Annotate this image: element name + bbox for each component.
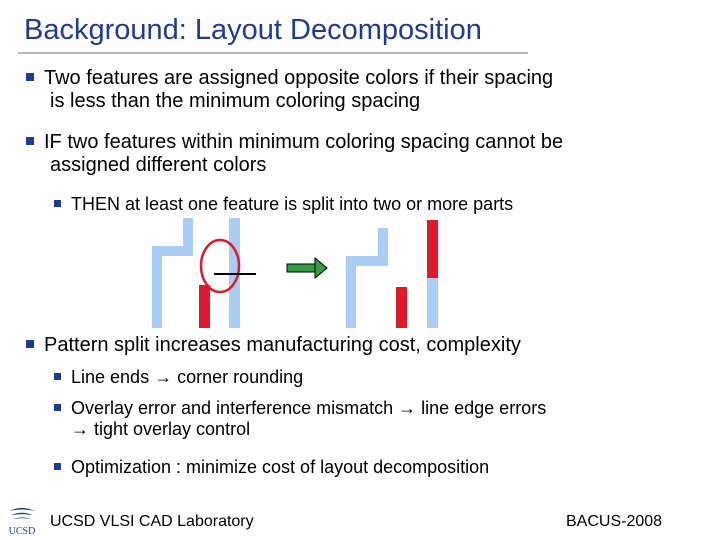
red-split-part: [427, 220, 438, 278]
blue-feature-vertical: [152, 246, 162, 328]
blue-split-part: [427, 278, 438, 328]
bullet-square-icon: [54, 373, 61, 380]
sub-bullet-3-3: [54, 457, 489, 478]
blue-feature-stub: [378, 228, 388, 266]
original-layout: [152, 218, 256, 328]
bullet-1-line-2: is less than the minimum coloring spacing: [50, 90, 421, 112]
blue-feature-vertical: [346, 256, 356, 328]
red-feature: [199, 285, 210, 328]
transform-arrow-icon: [287, 258, 327, 278]
decomposed-layout: [346, 220, 438, 328]
bullet-square-icon: [54, 463, 61, 470]
sub-bullet-3-1-text: Line ends → corner rounding: [71, 367, 304, 387]
bullet-square-icon: [26, 340, 34, 348]
bullet-2-line-2: assigned different colors: [50, 154, 267, 176]
bullet-2-line-1: IF two features within minimum coloring spacing cannot be: [44, 131, 564, 153]
bullet-3: [26, 334, 521, 357]
sub-bullet-3-3-text: Optimization : minimize cost of layout decomposition: [71, 457, 490, 477]
sub-bullet-3-2: [54, 398, 546, 440]
bullet-1-line-1: Two features are assigned opposite colors if their spacing: [44, 67, 554, 89]
sub-bullet-3-2-line-2: → tight overlay control: [71, 419, 251, 439]
bullet-3-text: Pattern split increases manufacturing cost, complexity: [44, 334, 521, 356]
logo-text: UCSD: [8, 526, 36, 537]
red-feature: [396, 287, 407, 328]
blue-feature-stub: [183, 218, 193, 256]
sub-bullet-3-1: [54, 367, 303, 388]
sub-bullet-3-2-line-1: Overlay error and interference mismatch → line edge errors: [71, 398, 547, 418]
bullet-square-icon: [54, 404, 61, 411]
ucsd-logo-icon: [3, 505, 41, 539]
footer-lab-name: UCSD VLSI CAD Laboratory: [50, 513, 254, 530]
footer-event: BACUS-2008: [566, 513, 663, 530]
sub-bullet-2-1-text: THEN at least one feature is split into two or more parts: [71, 194, 514, 214]
slide-title: Background: Layout Decomposition: [24, 14, 482, 46]
